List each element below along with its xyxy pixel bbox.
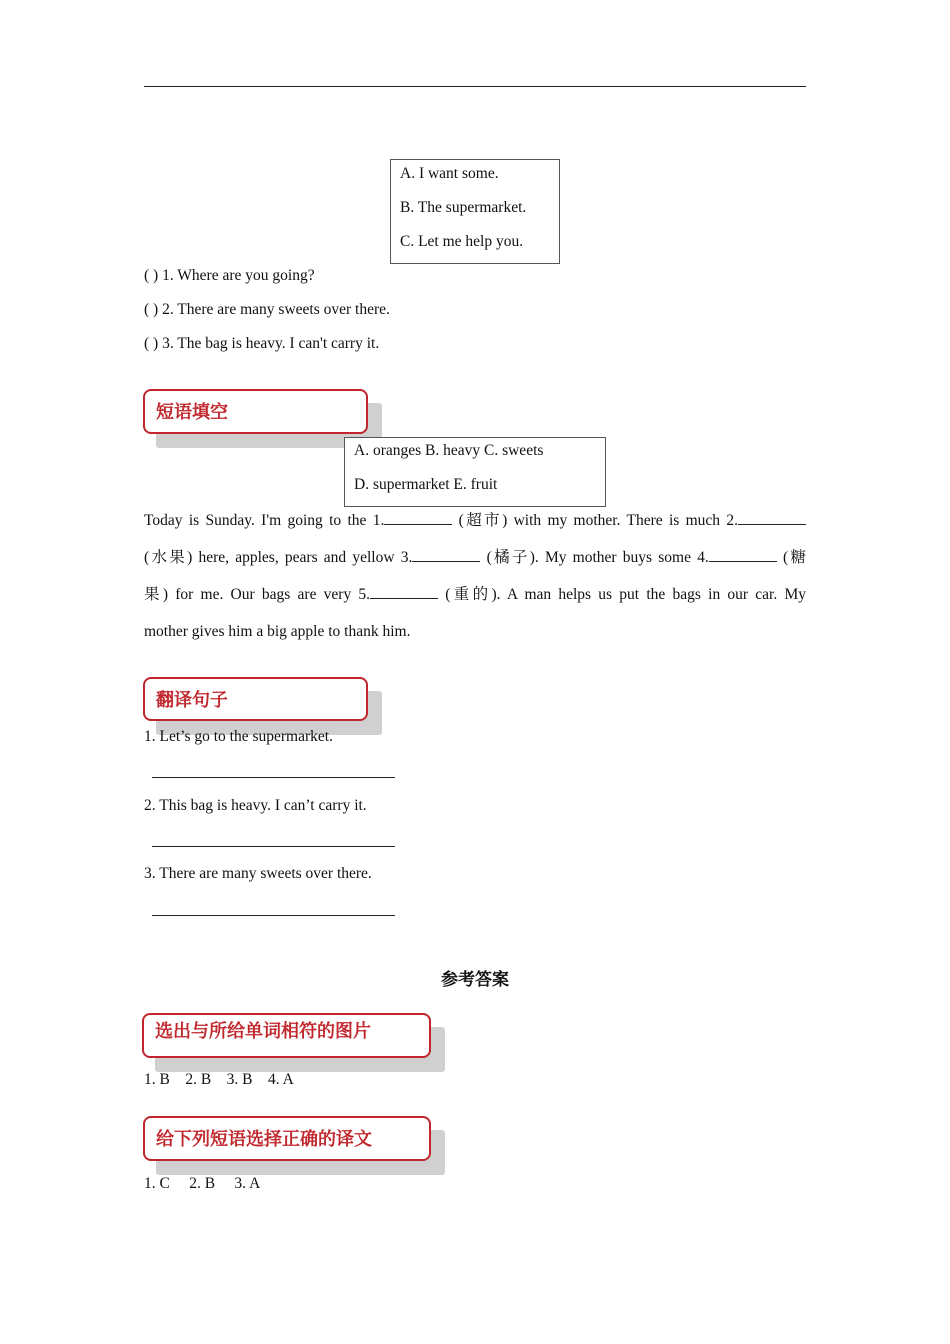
- answer-line-3[interactable]: [152, 915, 395, 916]
- option-b: B. The supermarket.: [400, 199, 527, 216]
- translate-sentence-2: 2. This bag is heavy. I can’t carry it.: [144, 797, 367, 814]
- answer-row-2: 1. C 2. B 3. A: [144, 1175, 261, 1192]
- section-banner-phrase-fill: [143, 389, 368, 434]
- passage-line: Today is Sunday. I'm going to the 1. (超市) with my mother. There is much 2.: [144, 502, 806, 539]
- passage-line: mother gives him a big apple to thank him.: [144, 623, 411, 640]
- blank-5[interactable]: [370, 586, 438, 599]
- blank-1[interactable]: [384, 512, 452, 525]
- option-c: C. Let me help you.: [400, 233, 524, 250]
- word-bank-line-1: A. oranges B. heavy C. sweets: [354, 442, 544, 459]
- section-banner-translate: [143, 677, 368, 721]
- options-box: [390, 159, 560, 264]
- passage-line: (水果) here, apples, pears and yellow 3. (橘子). My mother buys some 4. (糖: [144, 549, 806, 566]
- question-3: ( ) 3. The bag is heavy. I can't carry it.: [144, 335, 380, 352]
- section-heading: 翻译句子: [156, 690, 228, 711]
- option-a: A. I want some.: [400, 165, 499, 182]
- answer-banner-2: [143, 1116, 431, 1161]
- answer-row-1: 1. B 2. B 3. B 4. A: [144, 1071, 294, 1088]
- word-bank-line-2: D. supermarket E. fruit: [354, 476, 498, 493]
- answer-line-2[interactable]: [152, 846, 395, 847]
- answer-section-heading: 给下列短语选择正确的译文: [156, 1129, 372, 1150]
- header-rule: [144, 86, 806, 87]
- question-2: ( ) 2. There are many sweets over there.: [144, 301, 390, 318]
- answer-banner-1: [142, 1013, 431, 1058]
- passage-line: 果) for me. Our bags are very 5. (重的). A man helps us put the bags in our car. My: [144, 586, 806, 603]
- word-bank-box: [344, 437, 606, 507]
- answer-line-1[interactable]: [152, 777, 395, 778]
- translate-sentence-3: 3. There are many sweets over there.: [144, 865, 372, 882]
- blank-4[interactable]: [709, 549, 777, 562]
- section-heading: 短语填空: [156, 402, 228, 423]
- blank-3[interactable]: [412, 549, 480, 562]
- question-1: ( ) 1. Where are you going?: [144, 267, 315, 284]
- cloze-passage: [144, 502, 806, 650]
- answer-section-heading: 选出与所给单词相符的图片: [155, 1021, 371, 1042]
- blank-2[interactable]: [738, 512, 806, 525]
- answer-key-title: 参考答案: [441, 970, 509, 990]
- translate-sentence-1: 1. Let’s go to the supermarket.: [144, 728, 333, 745]
